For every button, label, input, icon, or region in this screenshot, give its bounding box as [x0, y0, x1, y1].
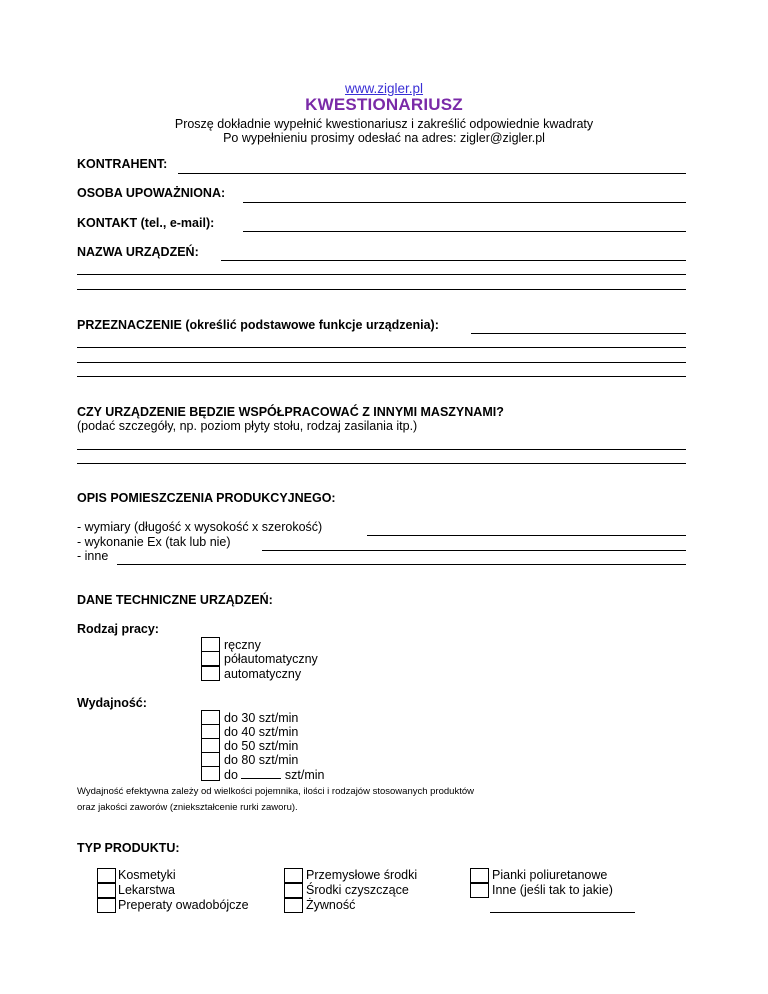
room-other-field[interactable]: [117, 564, 686, 565]
product-inne: Inne (jeśli tak to jakie): [492, 883, 613, 897]
product-przemyslowe: Przemysłowe środki: [306, 868, 418, 882]
kontakt-label: KONTAKT (tel., e-mail):: [77, 216, 215, 230]
option-reczny: ręczny: [224, 638, 261, 652]
osoba-field[interactable]: [243, 202, 686, 203]
przeznaczenie-field-line-2[interactable]: [77, 347, 686, 348]
room-ex-label: - wykonanie Ex (tak lub nie): [77, 535, 231, 549]
przeznaczenie-label: PRZEZNACZENIE (określić podstawowe funkcje urządzenia):: [77, 318, 439, 332]
kontrahent-field[interactable]: [178, 173, 686, 174]
option-automatyczny: automatyczny: [224, 667, 302, 681]
instructions-line-1: Proszę dokładnie wypełnić kwestionariusz i zakreślić odpowiednie kwadraty: [174, 117, 594, 131]
cooperation-field-line-1[interactable]: [77, 449, 686, 450]
nazwa-field-line-3[interactable]: [77, 289, 686, 290]
osoba-label: OSOBA UPOWAŻNIONA:: [77, 186, 226, 200]
document-title: KWESTIONARIUSZ: [305, 95, 463, 114]
checkbox-reczny[interactable]: [201, 637, 220, 652]
kontrahent-label: KONTRAHENT:: [77, 157, 168, 171]
checkbox-custom[interactable]: [201, 766, 220, 781]
checkbox-kosmetyki[interactable]: [97, 868, 116, 883]
checkbox-80[interactable]: [201, 752, 220, 767]
product-pianki: Pianki poliuretanowe: [492, 868, 608, 882]
work-type-label: Rodzaj pracy:: [77, 622, 159, 636]
product-preperaty: Preperaty owadobójcze: [118, 898, 249, 912]
option-polautomatyczny: półautomatyczny: [224, 652, 318, 666]
checkbox-polautomatyczny[interactable]: [201, 651, 220, 666]
nazwa-field-line-2[interactable]: [77, 274, 686, 275]
product-kosmetyki: Kosmetyki: [118, 868, 176, 882]
performance-label: Wydajność:: [77, 696, 147, 710]
room-dimensions-label: - wymiary (długość x wysokość x szerokość): [77, 520, 323, 534]
cooperation-field-line-2[interactable]: [77, 463, 686, 464]
cooperation-note: (podać szczegóły, np. poziom płyty stołu, rodzaj zasilania itp.): [77, 419, 418, 433]
checkbox-50[interactable]: [201, 738, 220, 753]
checkbox-automatyczny[interactable]: [201, 666, 220, 681]
custom-performance-field[interactable]: [241, 767, 281, 779]
checkbox-inne[interactable]: [470, 883, 489, 898]
nazwa-label: NAZWA URZĄDZEŃ:: [77, 245, 199, 259]
product-lekarstwa: Lekarstwa: [118, 883, 175, 897]
product-zywnosc: Żywność: [306, 898, 356, 912]
product-czyszczace: Środki czyszczące: [306, 883, 409, 897]
product-section-title: TYP PRODUKTU:: [77, 841, 180, 855]
tech-section-title: DANE TECHNICZNE URZĄDZEŃ:: [77, 593, 273, 607]
option-80: do 80 szt/min: [224, 753, 299, 767]
room-section-title: OPIS POMIESZCZENIA PRODUKCYJNEGO:: [77, 491, 336, 505]
nazwa-field[interactable]: [221, 260, 686, 261]
przeznaczenie-field-line-3[interactable]: [77, 362, 686, 363]
performance-note-2: oraz jakości zaworów (zniekształcenie rurki zaworu).: [77, 802, 298, 813]
checkbox-lekarstwa[interactable]: [97, 883, 116, 898]
instructions-line-2: Po wypełnieniu prosimy odesłać na adres: zigler@zigler.pl: [223, 131, 545, 145]
option-custom-suffix: szt/min: [284, 768, 325, 782]
kontakt-field[interactable]: [243, 231, 686, 232]
cooperation-question: CZY URZĄDZENIE BĘDZIE WSPÓŁPRACOWAĆ Z INNYMI MASZYNAMI?: [77, 405, 504, 419]
option-custom: [224, 767, 324, 782]
checkbox-40[interactable]: [201, 724, 220, 739]
checkbox-czyszczace[interactable]: [284, 883, 303, 898]
przeznaczenie-field-line-4[interactable]: [77, 376, 686, 377]
option-40: do 40 szt/min: [224, 725, 299, 739]
przeznaczenie-field[interactable]: [471, 333, 686, 334]
checkbox-30[interactable]: [201, 710, 220, 725]
website-link[interactable]: www.zigler.pl: [344, 81, 424, 96]
checkbox-zywnosc[interactable]: [284, 898, 303, 913]
checkbox-preperaty[interactable]: [97, 898, 116, 913]
option-custom-prefix: do: [224, 768, 238, 782]
checkbox-przemyslowe[interactable]: [284, 868, 303, 883]
product-inne-field[interactable]: [490, 912, 635, 913]
option-30: do 30 szt/min: [224, 711, 299, 725]
room-dimensions-field[interactable]: [367, 535, 686, 536]
option-50: do 50 szt/min: [224, 739, 299, 753]
room-ex-field[interactable]: [262, 550, 686, 551]
room-other-label: - inne: [77, 549, 109, 563]
checkbox-pianki[interactable]: [470, 868, 489, 883]
performance-note-1: Wydajność efektywna zależy od wielkości pojemnika, ilości i rodzajów stosowanych produktów: [77, 786, 474, 797]
